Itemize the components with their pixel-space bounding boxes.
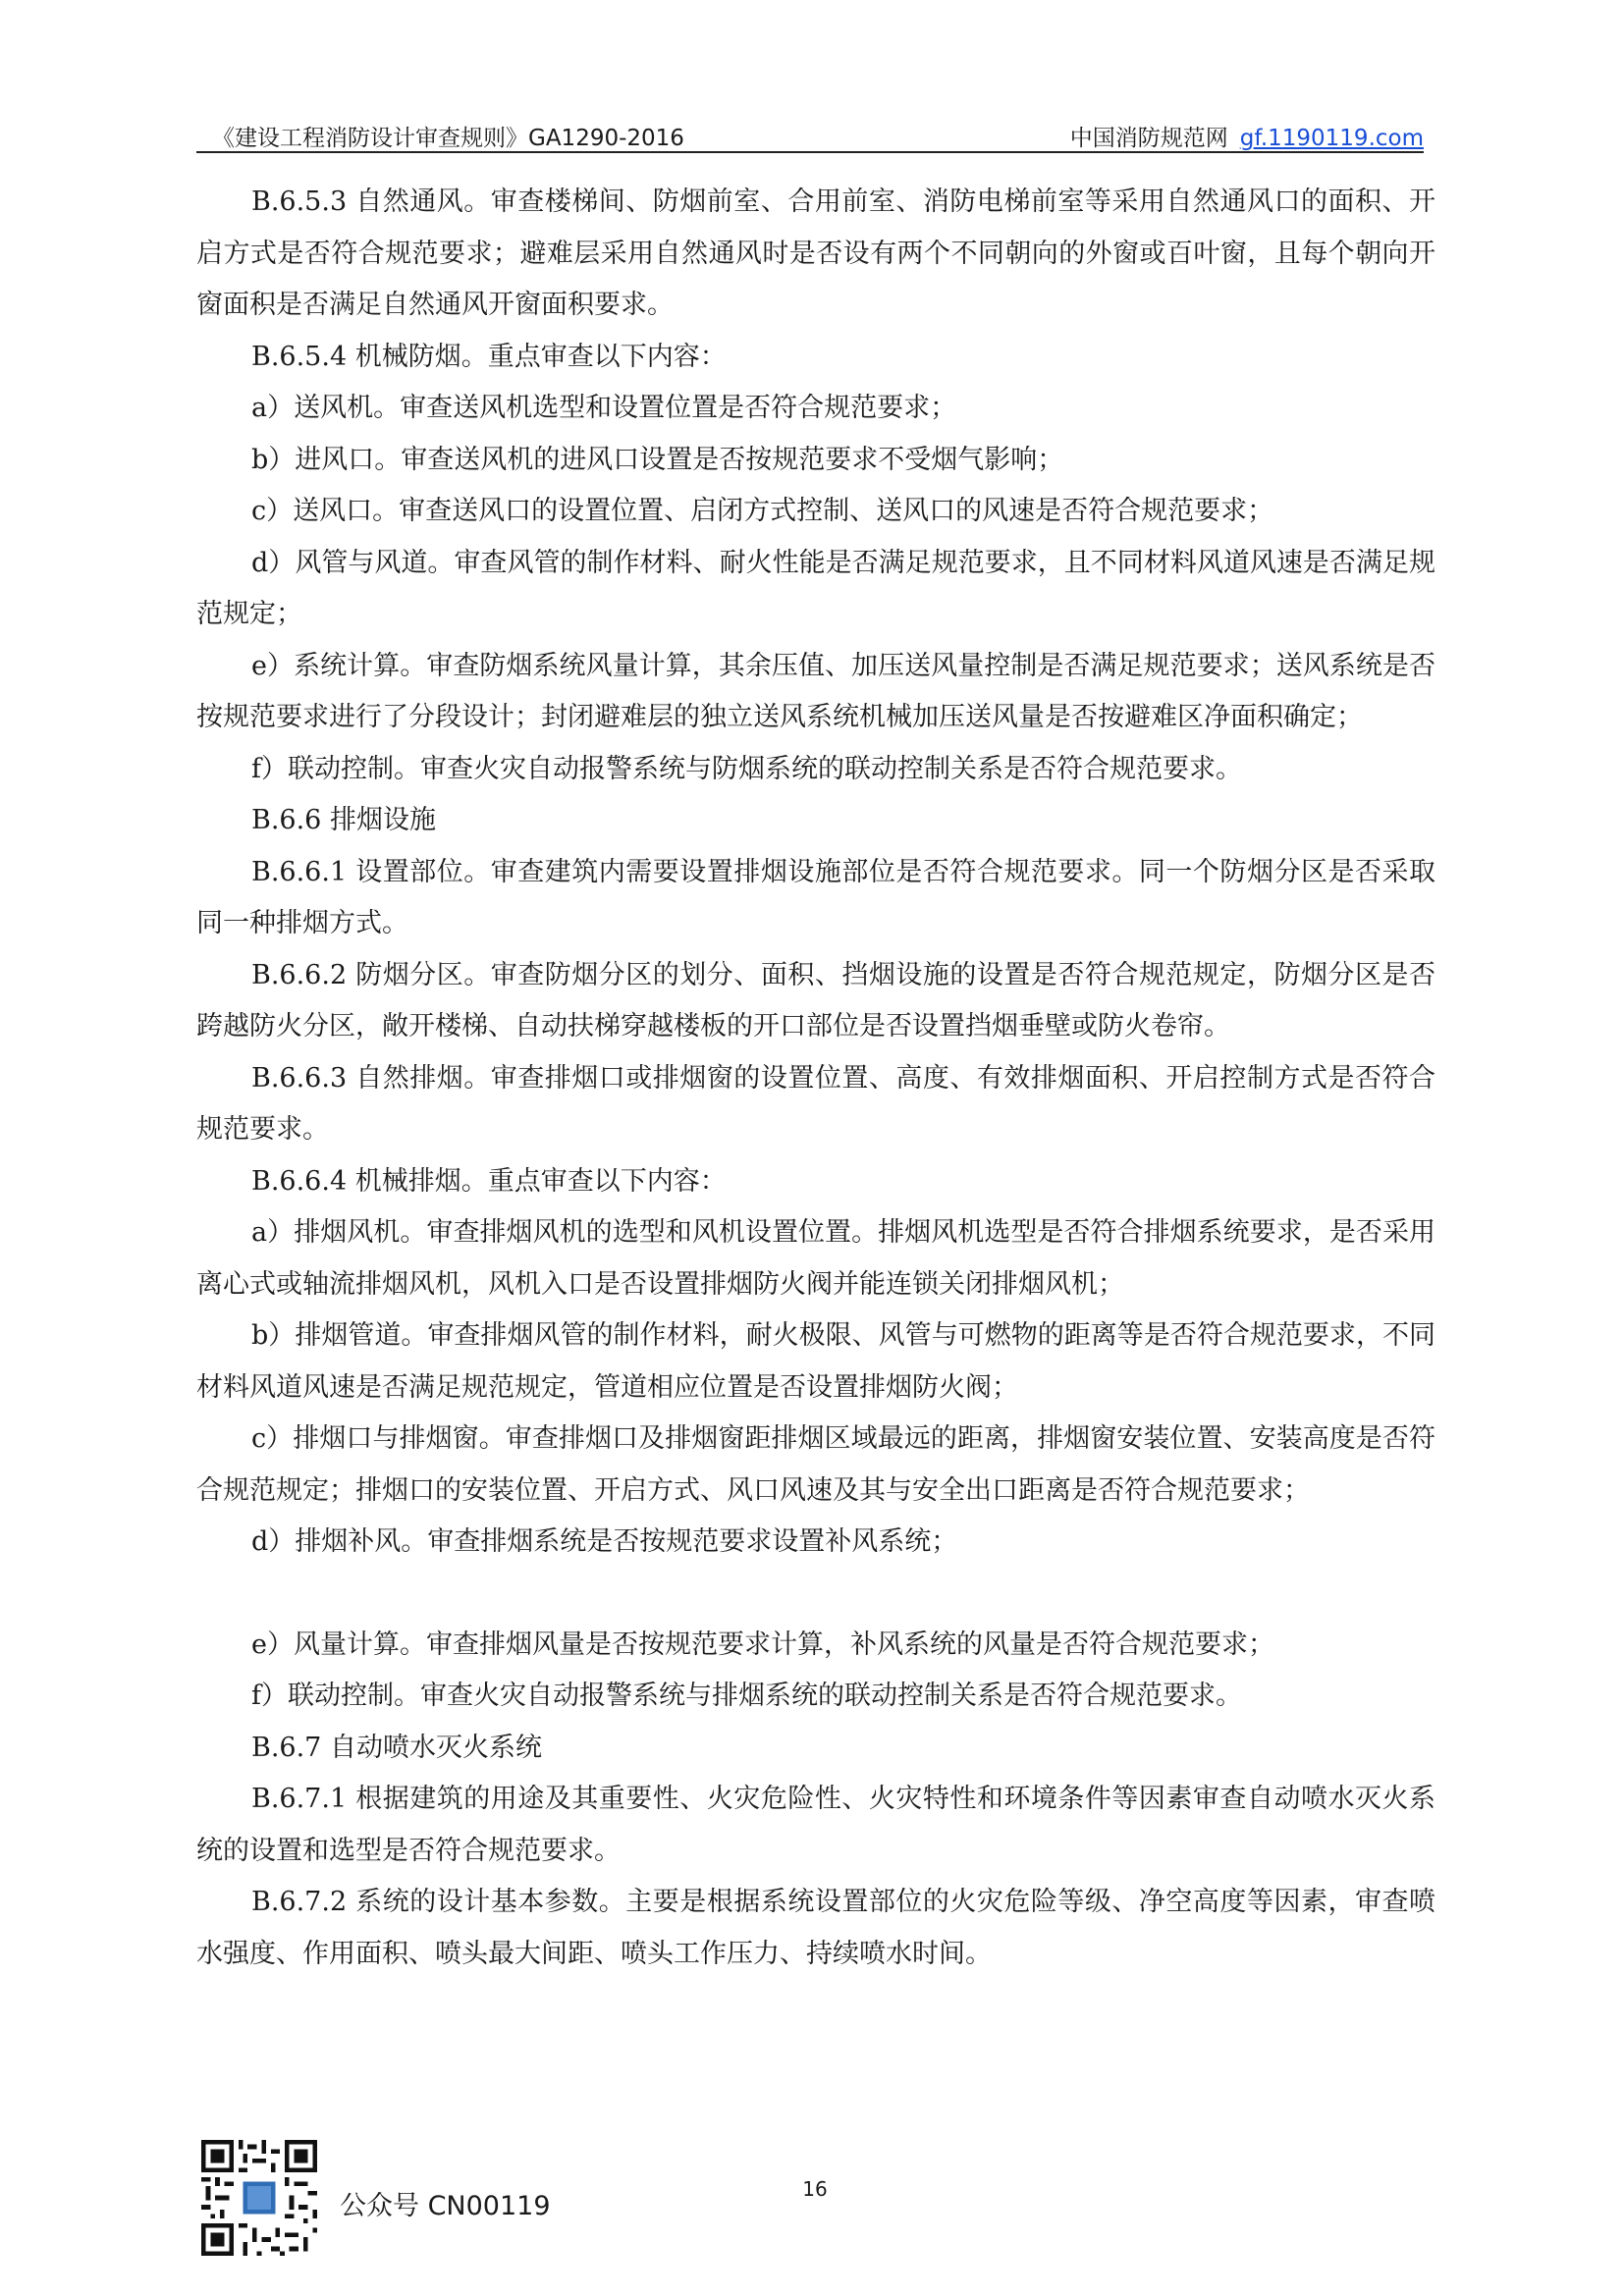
document-body: [196, 177, 1435, 1980]
paragraph: B.6.6.1 设置部位。审查建筑内需要设置排烟设施部位是否符合规范要求。同一个防烟分区是否采取同一种排烟方式。: [196, 856, 1435, 938]
paragraph: f）联动控制。审查火灾自动报警系统与排烟系统的联动控制关系是否符合规范要求。: [251, 1681, 1242, 1711]
footer-qr-label: 公众号 CN00119: [340, 2191, 551, 2221]
header-site-name: 中国消防规范网: [1069, 126, 1228, 151]
paragraph: c）排烟口与排烟窗。审查排烟口及排烟窗距排烟区域最远的距离，排烟窗安装位置、安装高度是否符合规范规定；排烟口的安装位置、开启方式、风口风速及其与安全出口距离是否符合规范要求；: [196, 1423, 1435, 1506]
page-header: [196, 116, 1424, 153]
header-site-link[interactable]: gf.1190119.com: [1239, 126, 1424, 151]
paragraph: e）系统计算。审查防烟系统风量计算，其余压值、加压送风量控制是否满足规范要求；送风系统是否按规范要求进行了分段设计；封闭避难层的独立送风系统机械加压送风量是否按避难区净面积确定；: [196, 650, 1435, 732]
header-doc-title: 《建设工程消防设计审查规则》GA1290-2016: [212, 126, 684, 151]
paragraph: B.6.7.1 根据建筑的用途及其重要性、火灾危险性、火灾特性和环境条件等因素审查自动喷水灭火系统的设置和选型是否符合规范要求。: [196, 1784, 1435, 1866]
paragraph: f）联动控制。审查火灾自动报警系统与防烟系统的联动控制关系是否符合规范要求。: [251, 753, 1242, 784]
paragraph: B.6.6.2 防烟分区。审查防烟分区的划分、面积、挡烟设施的设置是否符合规范规定，防烟分区是否跨越防火分区，敞开楼梯、自动扶梯穿越楼板的开口部位是否设置挡烟垂壁或防火卷帘。: [196, 959, 1435, 1041]
section-heading: B.6.7 自动喷水灭火系统: [251, 1732, 542, 1763]
section-heading: B.6.6 排烟设施: [251, 805, 436, 835]
paragraph: c）送风口。审查送风口的设置位置、启闭方式控制、送风口的风速是否符合规范要求；: [251, 496, 1274, 526]
paragraph: B.6.5.4 机械防烟。重点审查以下内容：: [251, 341, 727, 372]
paragraph: b）进风口。审查送风机的进风口设置是否按规范要求不受烟气影响；: [251, 444, 1064, 475]
paragraph: d）风管与风道。审查风管的制作材料、耐火性能是否满足规范要求，且不同材料风道风速是否满足规范规定；: [196, 547, 1435, 629]
page-number: 16: [802, 2177, 828, 2201]
paragraph: B.6.6.4 机械排烟。重点审查以下内容：: [251, 1165, 727, 1197]
header-site: [1070, 120, 1424, 152]
qr-code-icon: [201, 2140, 317, 2256]
paragraph: B.6.7.2 系统的设计基本参数。主要是根据系统设置部位的火灾危险等级、净空高度等因素，审查喷水强度、作用面积、喷头最大间距、喷头工作压力、持续喷水时间。: [196, 1887, 1435, 1969]
paragraph: a）排烟风机。审查排烟风机的选型和风机设置位置。排烟风机选型是否符合排烟系统要求，是否采用离心式或轴流排烟风机，风机入口是否设置排烟防火阀并能连锁关闭排烟风机；: [196, 1217, 1435, 1300]
paragraph: e）风量计算。审查排烟风量是否按规范要求计算，补风系统的风量是否符合规范要求；: [251, 1629, 1274, 1660]
paragraph: a）送风机。审查送风机选型和设置位置是否符合规范要求；: [251, 393, 957, 423]
paragraph: b）排烟管道。审查排烟风管的制作材料，耐火极限、风管与可燃物的距离等是否符合规范要求，不同材料风道风速是否满足规范规定，管道相应位置是否设置排烟防火阀；: [196, 1320, 1435, 1403]
paragraph: d）排烟补风。审查排烟系统是否按规范要求设置补风系统；: [251, 1526, 958, 1557]
paragraph: B.6.5.3 自然通风。审查楼梯间、防烟前室、合用前室、消防电梯前室等采用自然通风口的面积、开启方式是否符合规范要求；避难层采用自然通风时是否设有两个不同朝向的外窗或百叶窗，且每个朝向开窗面积是否满足自然通风开窗面积要求。: [196, 187, 1435, 320]
paragraph: B.6.6.3 自然排烟。审查排烟口或排烟窗的设置位置、高度、有效排烟面积、开启控制方式是否符合规范要求。: [196, 1062, 1435, 1145]
